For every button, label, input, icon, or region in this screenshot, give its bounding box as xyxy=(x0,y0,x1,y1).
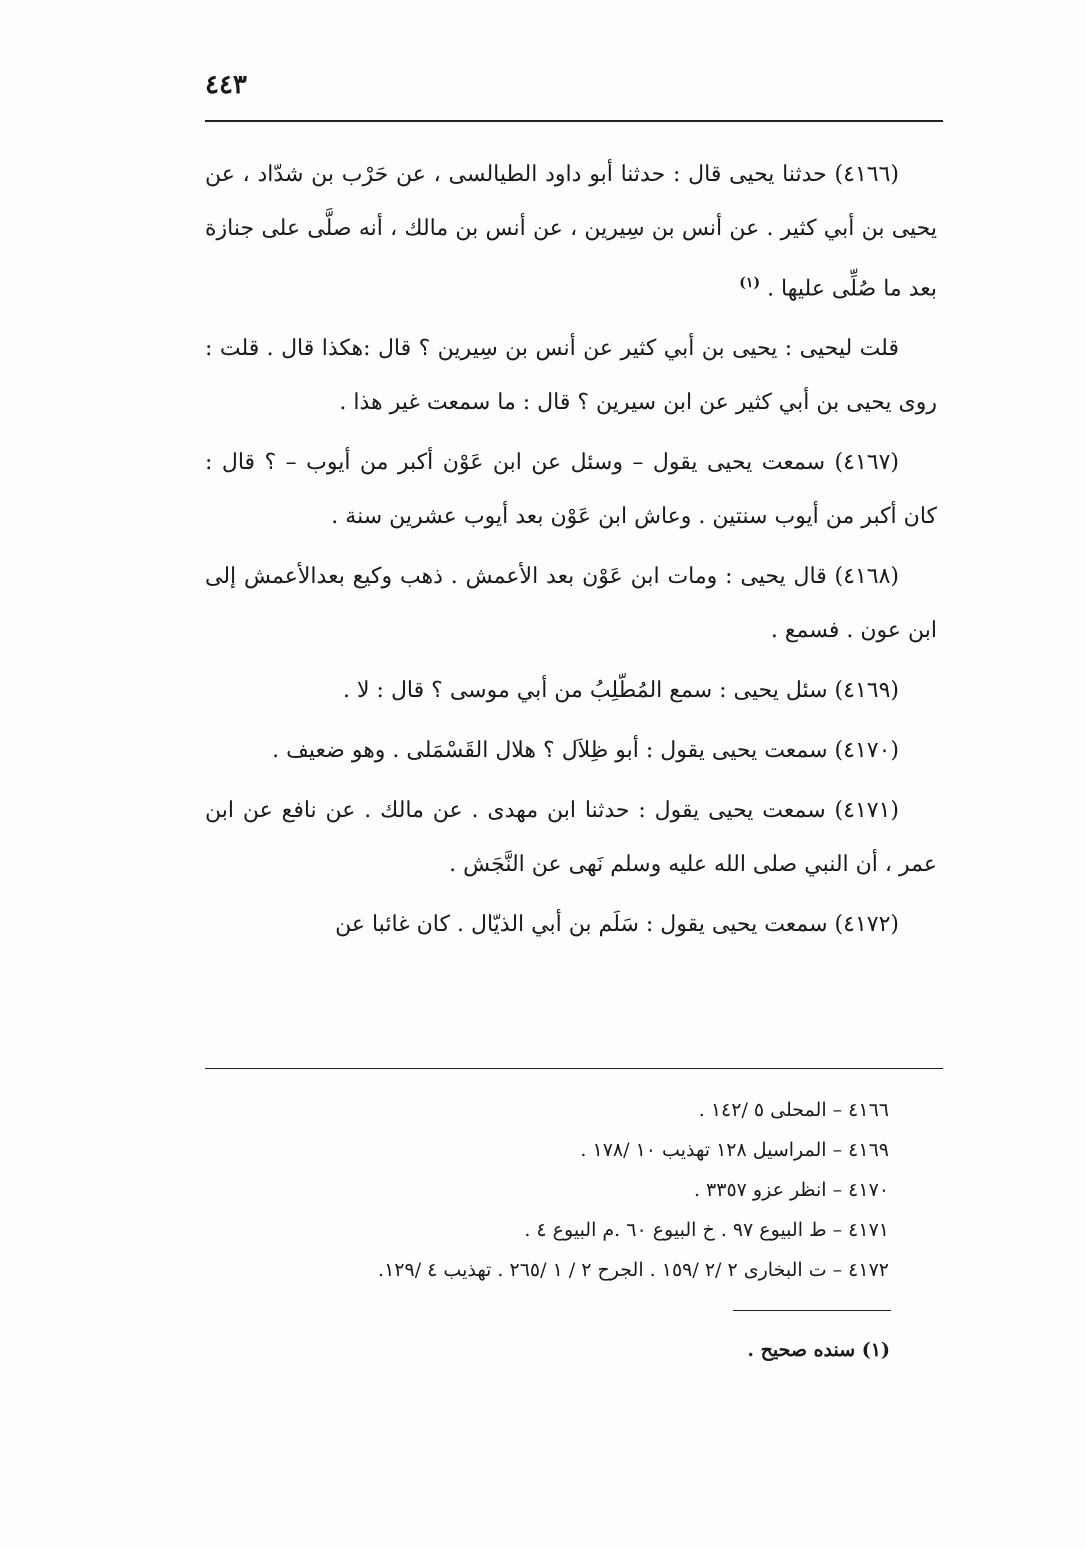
entry-text: قلت ليحيى : يحيى بن أبي كثير عن أنس بن سِيرين ؟ قال :هكذا قال . قلت : روى يحيى بن أبي كثير عن ابن سيرين ؟ قال : ما سمعت غير هذا . xyxy=(205,336,937,416)
entry-4172 xyxy=(205,898,937,952)
entry-4166 xyxy=(205,148,937,316)
entry-4169 xyxy=(205,664,937,718)
entry-text: (٤١٧٢) سمعت يحيى يقول : سَلَم بن أبي الذيّال . كان غائبا عن xyxy=(335,912,899,938)
source-notes xyxy=(205,1090,889,1290)
notes-rule xyxy=(205,1068,943,1069)
entry-comment xyxy=(205,322,937,430)
footnote: (١) سنده صحيح . xyxy=(747,1339,890,1361)
entry-text: (٤١٦٨) قال يحيى : ومات ابن عَوْن بعد الأعمش . ذهب وكيع بعدالأعمش إلى ابن عون . فسمع . xyxy=(205,564,937,644)
note-line: ٤١٦٩ – المراسيل ١٢٨ تهذيب ١٠ /١٧٨ . xyxy=(580,1139,889,1161)
entry-4168 xyxy=(205,550,937,658)
entry-text: (٤١٦٩) سئل يحيى : سمع المُطّلِبُ من أبي موسى ؟ قال : لا . xyxy=(343,678,899,704)
note-line: ٤١٦٦ – المحلى ٥ /١٤٢ . xyxy=(698,1099,889,1121)
entry-4167 xyxy=(205,436,937,544)
note-line: ٤١٧٠ – انظر عزو ٣٣٥٧ . xyxy=(693,1179,889,1201)
entry-4171 xyxy=(205,784,937,892)
body-text xyxy=(205,148,937,958)
entry-4170 xyxy=(205,724,937,778)
entry-text: (٤١٦٧) سمعت يحيى يقول – وسئل عن ابن عَوْن أكبر من أيوب – ؟ قال : كان أكبر من أيوب سنتين . وعاش ابن عَوْن بعد أيوب عشرين سنة . xyxy=(205,450,937,530)
footnote-reference: (١) xyxy=(739,275,761,291)
page-number: ٤٤٣ xyxy=(205,70,247,100)
entry-text: (٤١٧٠) سمعت يحيى يقول : أبو ظِلاَل ؟ هلال القَسْمَلى . وهو ضعيف . xyxy=(272,738,899,764)
entry-text: (٤١٦٦) حدثنا يحيى قال : حدثنا أبو داود الطيالسى ، عن حَرْب بن شدّاد ، عن يحيى بن أبي كثير . عن أنس بن سِيرين ، عن أنس بن مالك ، أنه صلَّى على جنازة بعد ما صُلِّى عليها . xyxy=(205,162,937,302)
footnote-rule xyxy=(733,1310,891,1311)
note-line: ٤١٧٢ – ت البخارى ٢ /٢ /١٥٩ . الجرح ٢ / ١ /٢٦٥ . تهذيب ٤ /١٢٩. xyxy=(378,1259,889,1281)
entry-text: (٤١٧١) سمعت يحيى يقول : حدثنا ابن مهدى . عن مالك . عن نافع عن ابن عمر ، أن النبي صلى الله عليه وسلم نَهى عن النَّجَش . xyxy=(205,798,937,878)
header-rule xyxy=(205,120,943,122)
note-line: ٤١٧١ – ط البيوع ٩٧ . خ البيوع ٦٠ .م البيوع ٤ . xyxy=(524,1219,889,1241)
